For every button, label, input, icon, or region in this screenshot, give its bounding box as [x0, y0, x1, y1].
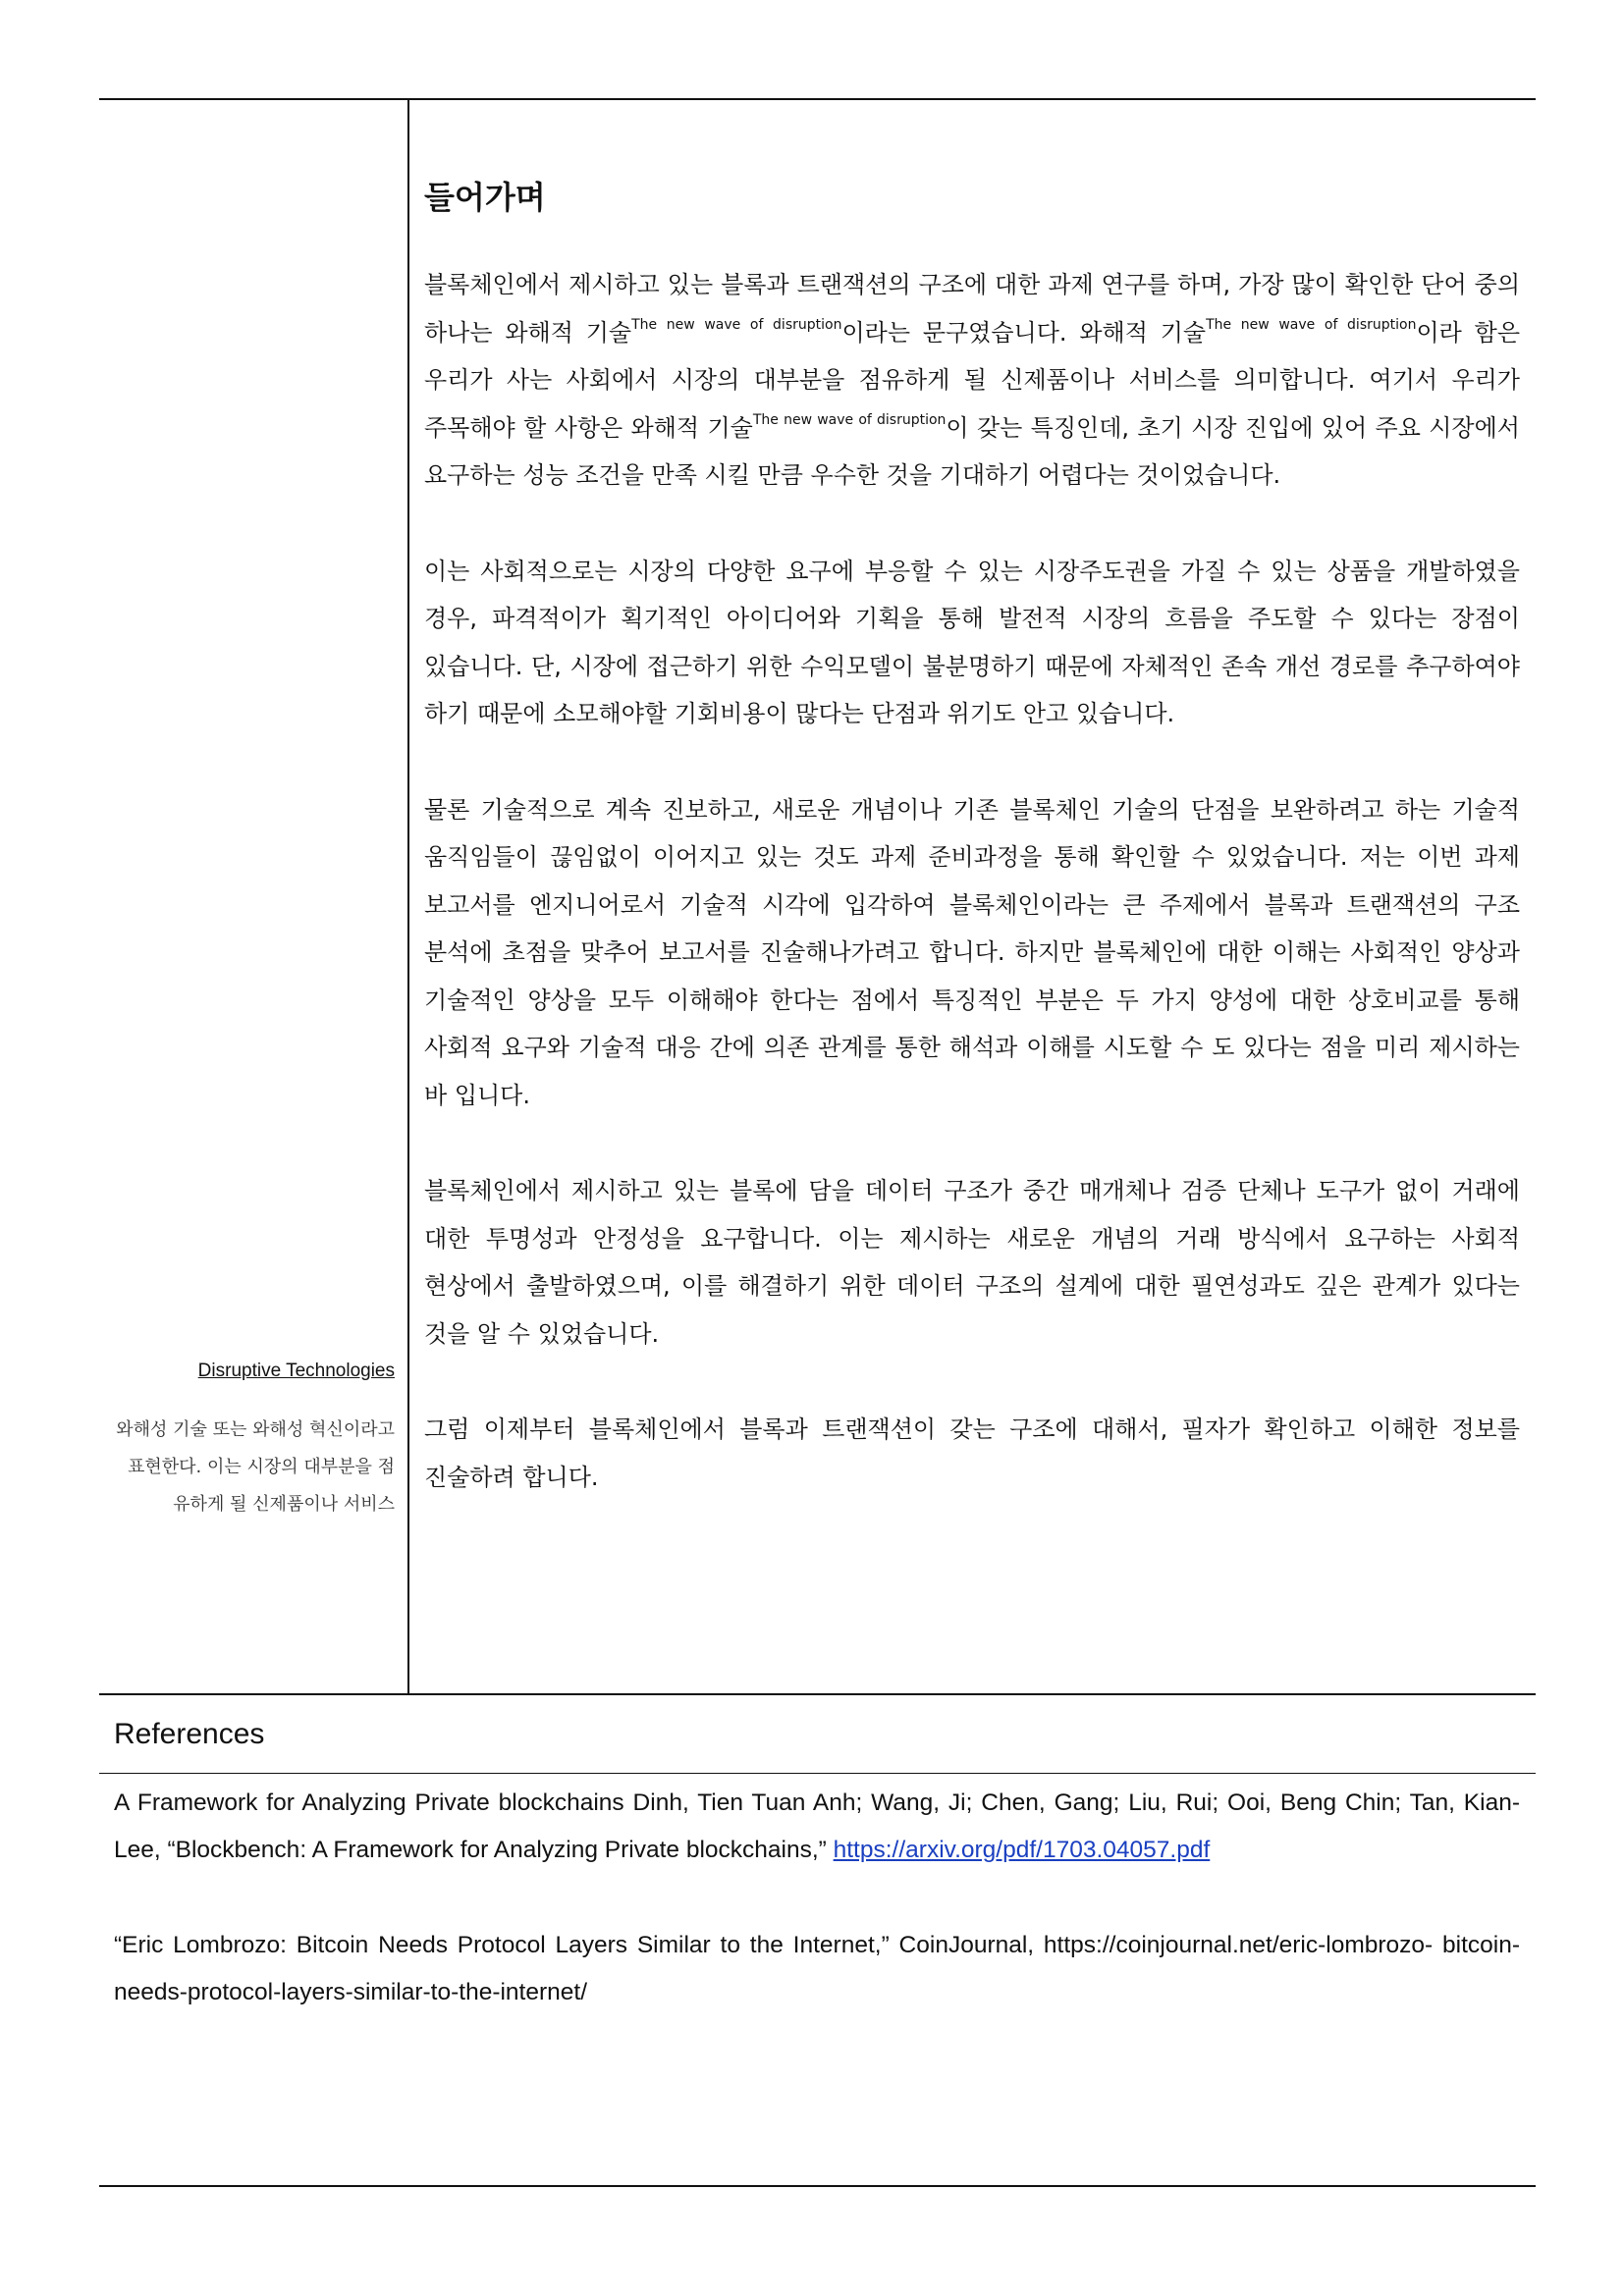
superscript-annotation: The new wave of disruption — [631, 316, 842, 333]
paragraph-text: 블록체인에서 제시하고 있는 블록과 트랜잭션의 구조에 대한 과제 연구를 하며, 가장 많이 확인한 단어 중의 하나는 와해적 기술 — [424, 271, 1520, 347]
paragraph-closing: 그럼 이제부터 블록체인에서 블록과 트랜잭션이 갖는 구조에 대해서, 필자가 확인하고 이해한 정보를 진술하려 합니다. — [424, 1415, 1520, 1491]
references-heading-rule — [99, 1773, 1536, 1774]
reference-entry: “Eric Lombrozo: Bitcoin Needs Protocol Layers Similar to the Internet,” CoinJournal, https://coinjournal.net/eric-lombrozo- bitcoin-needs-protocol-layers-similar-to-the-internet/ — [114, 1932, 1520, 2005]
bottom-rule — [99, 2185, 1536, 2187]
section-heading: 들어가며 — [424, 179, 546, 216]
paragraph-market: 이는 사회적으로는 시장의 다양한 요구에 부응할 수 있는 시장주도권을 가질 수 있는 상품을 개발하였을 경우, 파격적이가 획기적인 아이디어와 기획을 통해 발전적 시장의 흐름을 주도할 수 있다는 장점이 있습니다. 단, 시장에 접근하기 위한 수익모델이 불분명하기 때문에 자체적인 존속 개선 경로를 추구하여야 하기 때문에 소모해야할 기회비용이 많다는 단점과 위기도 안고 있습니다. — [424, 557, 1520, 727]
reference-link[interactable]: https://arxiv.org/pdf/1703.04057.pdf — [833, 1837, 1211, 1863]
paragraph-data-structure: 블록체인에서 제시하고 있는 블록에 담을 데이터 구조가 중간 매개체나 검증 단체나 도구가 없이 거래에 대한 투명성과 안정성을 요구합니다. 이는 제시하는 새로운 개념의 거래 방식에서 요구하는 사회적 현상에서 출발하였으며, 이를 해결하기 위한 데이터 구조의 설계에 대한 필연성과도 깊은 관계가 있다는 것을 알 수 있었습니다. — [424, 1177, 1520, 1348]
paragraph-technical: 물론 기술적으로 계속 진보하고, 새로운 개념이나 기존 블록체인 기술의 단점을 보완하려고 하는 기술적 움직임들이 끊임없이 이어지고 있는 것도 과제 준비과정을 통해 확인할 수 있었습니다. 저는 이번 과제 보고서를 엔지니어로서 기술적 시각에 입각하여 블록체인이라는 큰 주제에서 블록과 트랜잭션의 구조 분석에 초점을 맞추어 보고서를 진술해나가려고 합니다. 하지만 블록체인에 대한 이해는 사회적인 양상과 기술적인 양상을 모두 이해해야 한다는 점에서 특징적인 부분은 두 가지 양성에 대한 상호비교를 통해 사회적 요구와 기술적 대응 간에 의존 관계를 통한 해석과 이해를 시도할 수 도 있다는 점을 미리 제시하는 바 입니다. — [424, 795, 1520, 1109]
main-content — [424, 173, 1520, 1501]
sidenote-title: Disruptive Technologies — [197, 1361, 395, 1381]
references-heading: References — [114, 1718, 265, 1750]
sidenote — [113, 1357, 395, 1523]
reference-text: A Framework for Analyzing Private blockchains Dinh, Tien Tuan Anh; Wang, Ji; Chen, Gang; Liu, Rui; Ooi, Beng Chin; Tan, Kian-Lee, “Blockbench: A Framework for Analyzing Private blockchains,” — [114, 1789, 1520, 1863]
reference-entry — [114, 1780, 1520, 1874]
superscript-annotation: The new wave of disruption — [1206, 316, 1417, 333]
superscript-annotation: The new wave of disruption — [752, 411, 947, 428]
paragraph-text: 이라는 문구였습니다. 와해적 기술 — [841, 318, 1207, 347]
paragraph-text: 이라 함은 우리가 사는 사회에서 시장의 대부분을 점유하게 될 신제품이나 서비스를 의미합니다. 여기서 우리가 주목해야 할 사항은 와해적 기술 — [424, 318, 1521, 442]
column-divider — [407, 99, 409, 1693]
references-top-rule — [99, 1693, 1536, 1695]
paragraph-text: 이 갖는 특징인데, 초기 시장 진입에 있어 주요 시장에서 요구하는 성능 조건을 만족 시킬 만큼 우수한 것을 기대하기 어렵다는 것이었습니다. — [424, 413, 1520, 489]
top-rule — [99, 98, 1536, 100]
paragraph-intro — [424, 261, 1520, 500]
sidenote-text: 와해성 기술 또는 와해성 혁신이라고 표현한다. 이는 시장의 대부분을 점유하게 될 신제품이나 서비스 — [116, 1419, 395, 1515]
